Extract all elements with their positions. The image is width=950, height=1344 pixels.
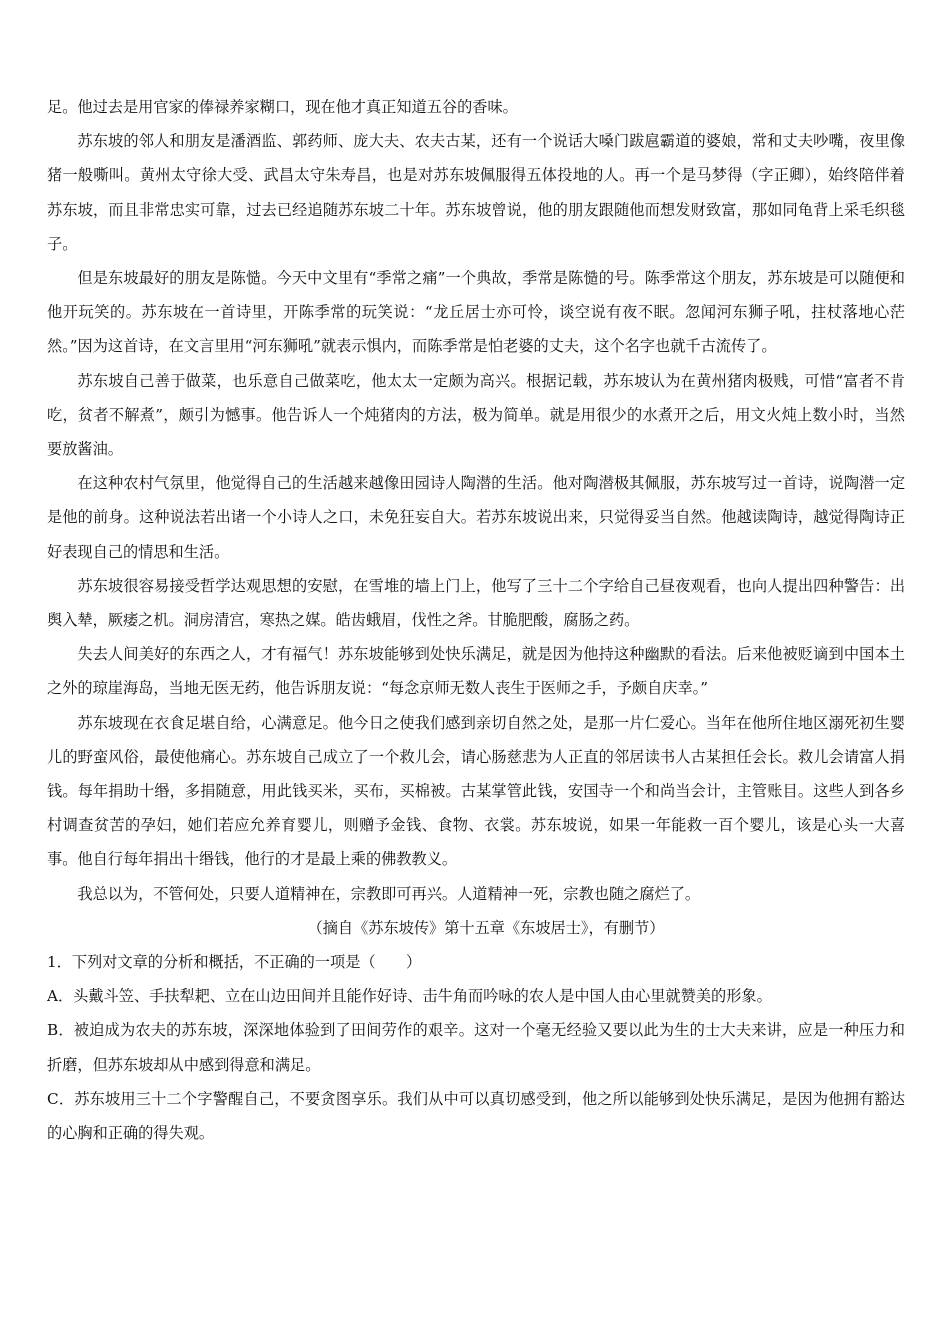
option-a: A．头戴斗笠、手扶犁耙、立在山边田间并且能作好诗、击牛角而吟咏的农人是中国人由心里就赞美的形象。 xyxy=(47,987,772,1006)
paragraph-cooking: 苏东坡自己善于做菜，也乐意自己做菜吃，他太太一定颇为高兴。根据记载，苏东坡认为在黄州猪肉极贱，可惜“富者不肯吃，贫者不解煮”，颇引为憾事。他告诉人一个炖猪肉的方法，极为简单。就是用很少的水煮开之后，用文火炖上数小时，当然要放酱油。 xyxy=(47,371,905,459)
paragraph-humanism: 我总以为，不管何处，只要人道精神在，宗教即可再兴。人道精神一死，宗教也随之腐烂了。 xyxy=(77,884,701,903)
paragraph-neighbors: 苏东坡的邻人和朋友是潘酒监、郭药师、庞大夫、农夫古某，还有一个说话大嗓门跋扈霸道的婆娘，常和丈夫吵嘴，夜里像猪一般嘶叫。黄州太守徐大受、武昌太守朱寿昌，也是对苏东坡佩服得五体投地的人。再一个是马梦得（字正卿），始终陪伴着苏东坡，而且非常忠实可靠，过去已经追随苏东坡二十年。苏东坡曾说，他的朋友跟随他而想发财致富，那如同龟背上采毛织毯子。 xyxy=(47,132,905,253)
paragraph-humor: 失去人间美好的东西之人，才有福气！苏东坡能够到处快乐满足，就是因为他持这种幽默的看法。后来他被贬谪到中国本土之外的琼崖海岛，当地无医无药，他告诉朋友说：“每念京师无数人丧生于医师之手，予颇自庆幸。” xyxy=(47,645,905,698)
document-page xyxy=(47,90,905,1150)
paragraph-chen-zao: 但是东坡最好的朋友是陈慥。今天中文里有“季常之痛”一个典故，季常是陈慥的号。陈季常这个朋友，苏东坡是可以随便和他开玩笑的。苏东坡在一首诗里，开陈季常的玩笑说：“龙丘居士亦可怜，谈空说有夜不眠。忽闻河东狮子吼，拄杖落地心茫然。”因为这首诗，在文言里用“河东狮吼”就表示惧内，而陈季常是怕老婆的丈夫，这个名字也就千古流传了。 xyxy=(47,269,905,356)
source-citation: （摘自《苏东坡传》第十五章《东坡居士》，有删节） xyxy=(307,918,665,937)
paragraph-continuation: 足。他过去是用官家的俸禄养家糊口，现在他才真正知道五谷的香味。 xyxy=(47,98,518,116)
option-b: B．被迫成为农夫的苏东坡，深深地体验到了田间劳作的艰辛。这对一个毫无经验又要以此为生的士大夫来讲，应是一种压力和折磨，但苏东坡却从中感到得意和满足。 xyxy=(47,1021,905,1074)
question-stem: 1．下列对文章的分析和概括，不正确的一项是（ ） xyxy=(47,953,422,972)
option-c: C．苏东坡用三十二个字警醒自己，不要贪图享乐。我们从中可以真切感受到，他之所以能够到处快乐满足，是因为他拥有豁达的心胸和正确的得失观。 xyxy=(47,1089,905,1143)
paragraph-tao-qian: 在这种农村气氛里，他觉得自己的生活越来越像田园诗人陶潜的生活。他对陶潜极其佩服，苏东坡写过一首诗，说陶潜一定是他的前身。这种说法若出诸一个小诗人之口，未免狂妄自大。若苏东坡说出来，只觉得妥当自然。他越读陶诗，越觉得陶诗正好表现自己的情思和生活。 xyxy=(47,474,905,561)
paragraph-warnings: 苏东坡很容易接受哲学达观思想的安慰，在雪堆的墙上门上，他写了三十二个字给自己昼夜观看，也向人提出四种警告：出舆入辇，厥痿之机。洞房清宫，寒热之媒。皓齿蛾眉，伐性之斧。甘脆肥酸，腐肠之药。 xyxy=(47,576,905,630)
paragraph-rescue-society: 苏东坡现在衣食足堪自给，心满意足。他今日之使我们感到亲切自然之处，是那一片仁爱心。当年在他所住地区溺死初生婴儿的野蛮风俗，最使他痛心。苏东坡自己成立了一个救儿会，请心肠慈悲为人正直的邻居读书人古某担任会长。救儿会请富人捐钱。每年捐助十缗，多捐随意，用此钱买米，买布，买棉被。古某掌管此钱，安国寺一个和尚当会计，主管账目。这些人到各乡村调查贫苦的孕妇，她们若应允养育婴儿，则赠予金钱、食物、衣裳。苏东坡说，如果一年能救一百个婴儿，该是心头一大喜事。他自行每年捐出十缗钱，他行的才是最上乘的佛教教义。 xyxy=(47,713,905,869)
